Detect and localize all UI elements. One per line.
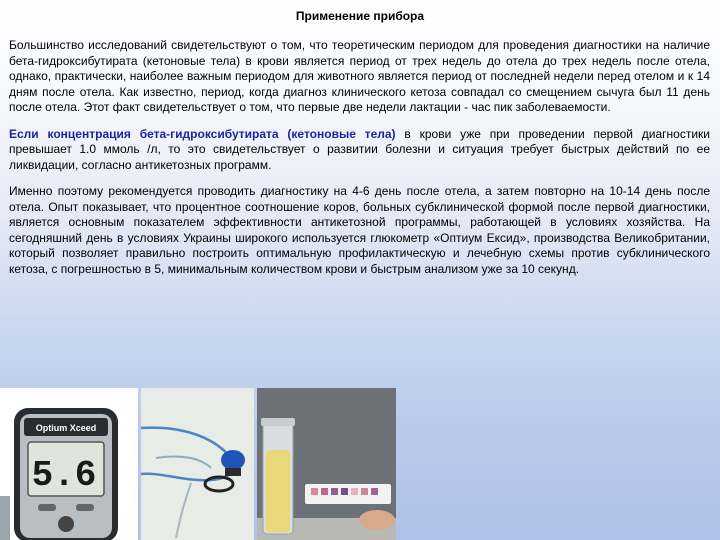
- glucometer-photo: [0, 388, 138, 540]
- slide-title: Применение прибора: [295, 9, 425, 23]
- test-strip-photo: [257, 388, 396, 540]
- paragraph-concentration: [9, 127, 710, 174]
- meter-brand-label: Optium Xceed: [35, 423, 97, 433]
- highlight-concentration: Если концентрация бета-гидроксибутирата (кетоновые тела): [9, 126, 396, 141]
- paragraph-research: Большинство исследований свидетельствуют о том, что теоретическим периодом для проведения диагностики на наличие бета-гидроксибутирата (кетоновые тела) в крови является период от трех недель до отела до трех недель после отела, однако, практически, наиболее важным периодом для животного является период от последней недели перед отелом и к 14 дням после отела. Как известно, период, когда диагноз клинического кетоза совпадал со смещением сычуга был 11 день после отела. Этот факт свидетельствует о том, что первые две недели лактации - час пик заболеваемости.: [9, 38, 710, 114]
- paragraph-concentration-rest: в крови уже при проведении первой диагностики превышает 1.0 ммоль /л, то это свидетельствует о развитии болезни и ситуация требует быстрых действий по ее ликвидации, согласно антикетозных программ.: [9, 126, 710, 172]
- text-content: [9, 38, 710, 288]
- paragraph-recommendation: Именно поэтому рекомендуется проводить диагностику на 4-6 день после отела, а затем повторно на 10-14 день после отела. Опыт показывает, что процентное соотношение коров, больных субклинической формой после первой диагностики, является основным показателем эффективности антикетозной программы, работающей в условиях хозяйства. На сегодняшний день в условиях Украины широкого используется глюкометр «Оптиум Ексид», производства Великобритании, который позволяет правильно построить оптимальную профилактическую и лечебную схемы против субклинического кетоза, с погрешностью в 5, минимальным количеством крови и быстрым анализом уже за 10 секунд.: [9, 184, 710, 276]
- tubing-photo: [141, 388, 254, 540]
- photo-strip: [0, 388, 720, 540]
- meter-reading-display: 5.6: [31, 455, 97, 496]
